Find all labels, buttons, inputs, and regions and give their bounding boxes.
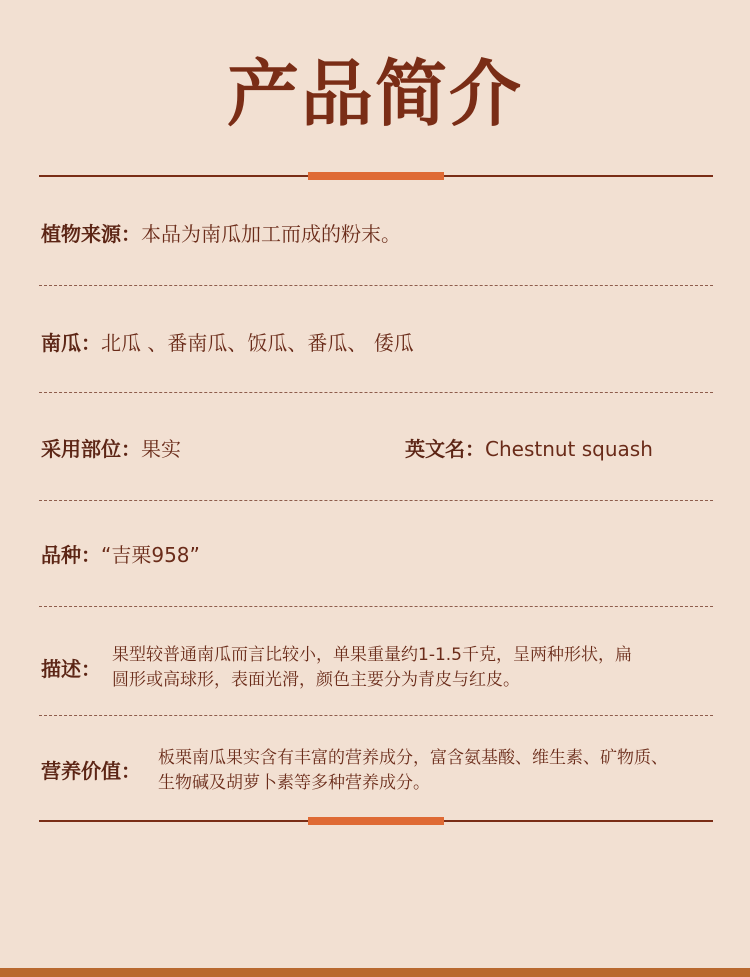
top-divider-accent bbox=[308, 172, 444, 180]
source-label: 植物来源： bbox=[41, 222, 141, 246]
part-value: 果实 bbox=[141, 437, 181, 461]
english-name-label: 英文名： bbox=[405, 437, 485, 461]
description-line: 圆形或高球形，表面光滑，颜色主要分为青皮与红皮。 bbox=[112, 670, 520, 690]
part-label: 采用部位： bbox=[41, 437, 141, 461]
row-divider bbox=[39, 606, 713, 607]
source-row bbox=[41, 224, 401, 244]
description-line: 果型较普通南瓜而言比较小，单果重量约1-1.5千克，呈两种形状，扁 bbox=[112, 645, 632, 665]
source-value: 本品为南瓜加工而成的粉末。 bbox=[141, 222, 401, 246]
pumpkin-value: 北瓜 、番南瓜、饭瓜、番瓜、 倭瓜 bbox=[101, 331, 414, 355]
variety-value: “吉栗958” bbox=[101, 543, 200, 567]
english-name-row bbox=[405, 439, 653, 459]
nutrition-line: 板栗南瓜果实含有丰富的营养成分，富含氨基酸、维生素、矿物质、 bbox=[158, 748, 668, 768]
row-divider bbox=[39, 715, 713, 716]
pumpkin-label: 南瓜： bbox=[41, 331, 101, 355]
nutrition-line: 生物碱及胡萝卜素等多种营养成分。 bbox=[158, 773, 430, 793]
variety-row bbox=[41, 545, 200, 565]
row-divider bbox=[39, 500, 713, 501]
description-label: 描述： bbox=[41, 657, 101, 681]
bottom-divider-accent bbox=[308, 817, 444, 825]
top-divider bbox=[39, 175, 713, 177]
pumpkin-row bbox=[41, 333, 414, 353]
nutrition-label: 营养价值： bbox=[41, 759, 141, 783]
row-divider bbox=[39, 392, 713, 393]
part-row bbox=[41, 439, 181, 459]
english-name-value: Chestnut squash bbox=[485, 437, 653, 461]
page-title: 产品简介 bbox=[226, 52, 523, 136]
bottom-divider bbox=[39, 820, 713, 822]
nutrition-text bbox=[158, 746, 668, 796]
variety-label: 品种： bbox=[41, 543, 101, 567]
description-text bbox=[112, 643, 632, 693]
bottom-bar bbox=[0, 968, 750, 977]
row-divider bbox=[39, 285, 713, 286]
